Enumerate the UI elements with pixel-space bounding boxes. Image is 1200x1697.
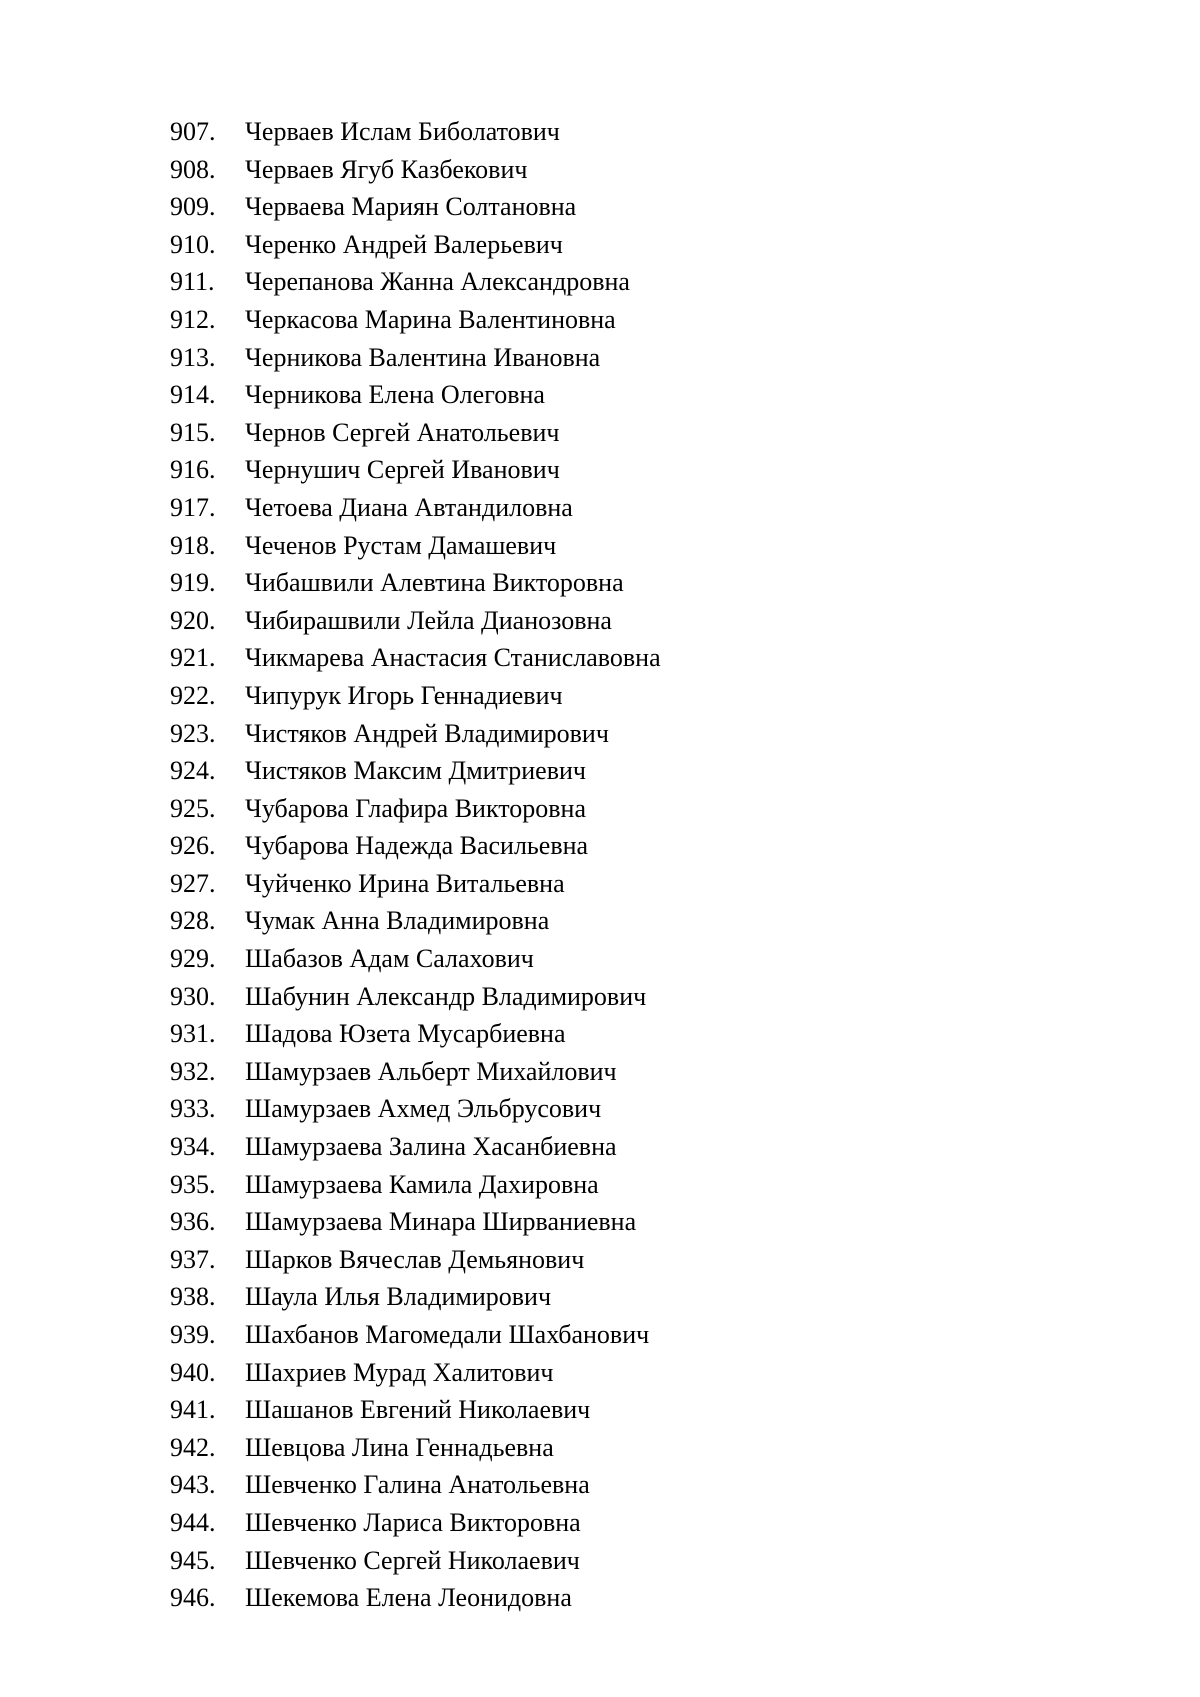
entry-number: 915.: [170, 417, 216, 447]
list-item: [170, 865, 661, 903]
entry-number: 928.: [170, 906, 216, 936]
list-item: [170, 1579, 661, 1617]
list-item: [170, 1391, 661, 1429]
entry-name: Чумак Анна Владимировна: [245, 906, 550, 936]
entry-name: Шамурзаев Ахмед Эльбрусович: [245, 1094, 602, 1124]
entry-name: Черкасова Марина Валентиновна: [245, 304, 616, 334]
name-list: [170, 113, 661, 1617]
list-item: [170, 1504, 661, 1542]
entry-name: Чернов Сергей Анатольевич: [245, 417, 560, 447]
list-item: [170, 1316, 661, 1354]
entry-name: Шамурзаева Залина Хасанбиевна: [245, 1132, 617, 1162]
entry-name: Чистяков Андрей Владимирович: [245, 718, 609, 748]
entry-name: Черникова Валентина Ивановна: [245, 342, 601, 372]
list-item: [170, 226, 661, 264]
entry-name: Черваев Ягуб Казбекович: [245, 154, 528, 184]
entry-number: 922.: [170, 680, 216, 710]
list-item: [170, 489, 661, 527]
list-item: [170, 1466, 661, 1504]
entry-name: Шарков Вячеслав Демьянович: [245, 1244, 585, 1274]
entry-name: Черепанова Жанна Александровна: [245, 267, 630, 297]
entry-name: Чипурук Игорь Геннадиевич: [245, 680, 563, 710]
entry-name: Шевченко Галина Анатольевна: [245, 1470, 590, 1500]
list-item: [170, 677, 661, 715]
entry-name: Чибирашвили Лейла Дианозовна: [245, 605, 612, 635]
list-item: [170, 113, 661, 151]
list-item: [170, 940, 661, 978]
list-item: [170, 602, 661, 640]
list-item: [170, 639, 661, 677]
list-item: [170, 827, 661, 865]
list-item: [170, 1241, 661, 1279]
entry-name: Черенко Андрей Валерьевич: [245, 229, 563, 259]
entry-number: 919.: [170, 568, 216, 598]
list-item: [170, 1542, 661, 1580]
entry-name: Шаула Илья Владимирович: [245, 1282, 552, 1312]
entry-number: 936.: [170, 1207, 216, 1237]
list-item: [170, 301, 661, 339]
list-item: [170, 1429, 661, 1467]
entry-name: Шахбанов Магомедали Шахбанович: [245, 1320, 650, 1349]
list-item: [170, 151, 661, 189]
entry-number: 940.: [170, 1357, 216, 1387]
entry-name: Шевцова Лина Геннадьевна: [245, 1432, 554, 1462]
list-item: [170, 564, 661, 602]
entry-number: 939.: [170, 1320, 216, 1349]
entry-name: Шамурзаева Минара Ширваниевна: [245, 1207, 637, 1237]
entry-name: Чикмарева Анастасия Станиславовна: [245, 643, 661, 673]
entry-name: Шашанов Евгений Николаевич: [245, 1395, 591, 1425]
entry-number: 933.: [170, 1094, 216, 1124]
list-item: [170, 339, 661, 377]
entry-number: 932.: [170, 1056, 216, 1086]
entry-number: 911.: [170, 267, 215, 297]
entry-name: Шамурзаев Альберт Михайлович: [245, 1056, 617, 1086]
list-item: [170, 414, 661, 452]
entry-number: 941.: [170, 1395, 216, 1425]
entry-number: 917.: [170, 492, 216, 522]
entry-number: 945.: [170, 1545, 216, 1575]
list-item: [170, 1166, 661, 1204]
entry-name: Черваева Мариян Солтановна: [245, 192, 577, 222]
entry-number: 943.: [170, 1470, 216, 1500]
entry-name: Чубарова Надежда Васильевна: [245, 831, 589, 861]
entry-number: 912.: [170, 304, 216, 334]
list-item: [170, 1278, 661, 1316]
entry-number: 925.: [170, 793, 216, 823]
entry-number: 929.: [170, 944, 216, 974]
entry-name: Четоева Диана Автандиловна: [245, 492, 573, 522]
entry-name: Шекемова Елена Леонидовна: [245, 1583, 572, 1613]
entry-number: 910.: [170, 229, 216, 259]
entry-number: 909.: [170, 192, 216, 222]
entry-number: 907.: [170, 117, 216, 146]
entry-number: 934.: [170, 1132, 216, 1162]
entry-name: Шахриев Мурад Халитович: [245, 1357, 554, 1387]
entry-name: Чернушич Сергей Иванович: [245, 455, 560, 485]
list-item: [170, 188, 661, 226]
entry-name: Чуйченко Ирина Витальевна: [245, 868, 565, 898]
entry-number: 918.: [170, 530, 216, 560]
entry-name: Шамурзаева Камила Дахировна: [245, 1169, 599, 1199]
list-item: [170, 790, 661, 828]
list-item: [170, 263, 661, 301]
entry-name: Чеченов Рустам Дамашевич: [245, 530, 557, 560]
entry-number: 914.: [170, 380, 216, 410]
entry-name: Шадова Юзета Мусарбиевна: [245, 1019, 566, 1049]
list-item: [170, 978, 661, 1016]
entry-number: 935.: [170, 1169, 216, 1199]
entry-number: 927.: [170, 868, 216, 898]
entry-number: 942.: [170, 1432, 216, 1462]
entry-number: 938.: [170, 1282, 216, 1312]
list-item: [170, 1354, 661, 1392]
entry-name: Чубарова Глафира Викторовна: [245, 793, 586, 823]
entry-name: Шевченко Сергей Николаевич: [245, 1545, 580, 1575]
list-item: [170, 376, 661, 414]
entry-name: Чибашвили Алевтина Викторовна: [245, 568, 624, 598]
entry-name: Шабазов Адам Салахович: [245, 944, 534, 974]
entry-number: 921.: [170, 643, 216, 673]
list-item: [170, 1090, 661, 1128]
entry-name: Черваев Ислам Биболатович: [245, 117, 560, 146]
entry-number: 913.: [170, 342, 216, 372]
entry-number: 924.: [170, 756, 216, 786]
entry-number: 926.: [170, 831, 216, 861]
list-item: [170, 527, 661, 565]
list-item: [170, 1128, 661, 1166]
entry-number: 946.: [170, 1583, 216, 1613]
list-item: [170, 1015, 661, 1053]
entry-name: Шевченко Лариса Викторовна: [245, 1507, 581, 1537]
entry-number: 937.: [170, 1244, 216, 1274]
entry-number: 930.: [170, 981, 216, 1011]
entry-name: Чистяков Максим Дмитриевич: [245, 756, 586, 786]
entry-number: 931.: [170, 1019, 216, 1049]
entry-number: 944.: [170, 1507, 216, 1537]
entry-name: Черникова Елена Олеговна: [245, 380, 545, 410]
list-item: [170, 715, 661, 753]
list-item: [170, 752, 661, 790]
list-item: [170, 1203, 661, 1241]
entry-number: 908.: [170, 154, 216, 184]
entry-number: 920.: [170, 605, 216, 635]
entry-name: Шабунин Александр Владимирович: [245, 981, 647, 1011]
list-item: [170, 902, 661, 940]
list-item: [170, 1053, 661, 1091]
list-item: [170, 451, 661, 489]
entry-number: 923.: [170, 718, 216, 748]
entry-number: 916.: [170, 455, 216, 485]
